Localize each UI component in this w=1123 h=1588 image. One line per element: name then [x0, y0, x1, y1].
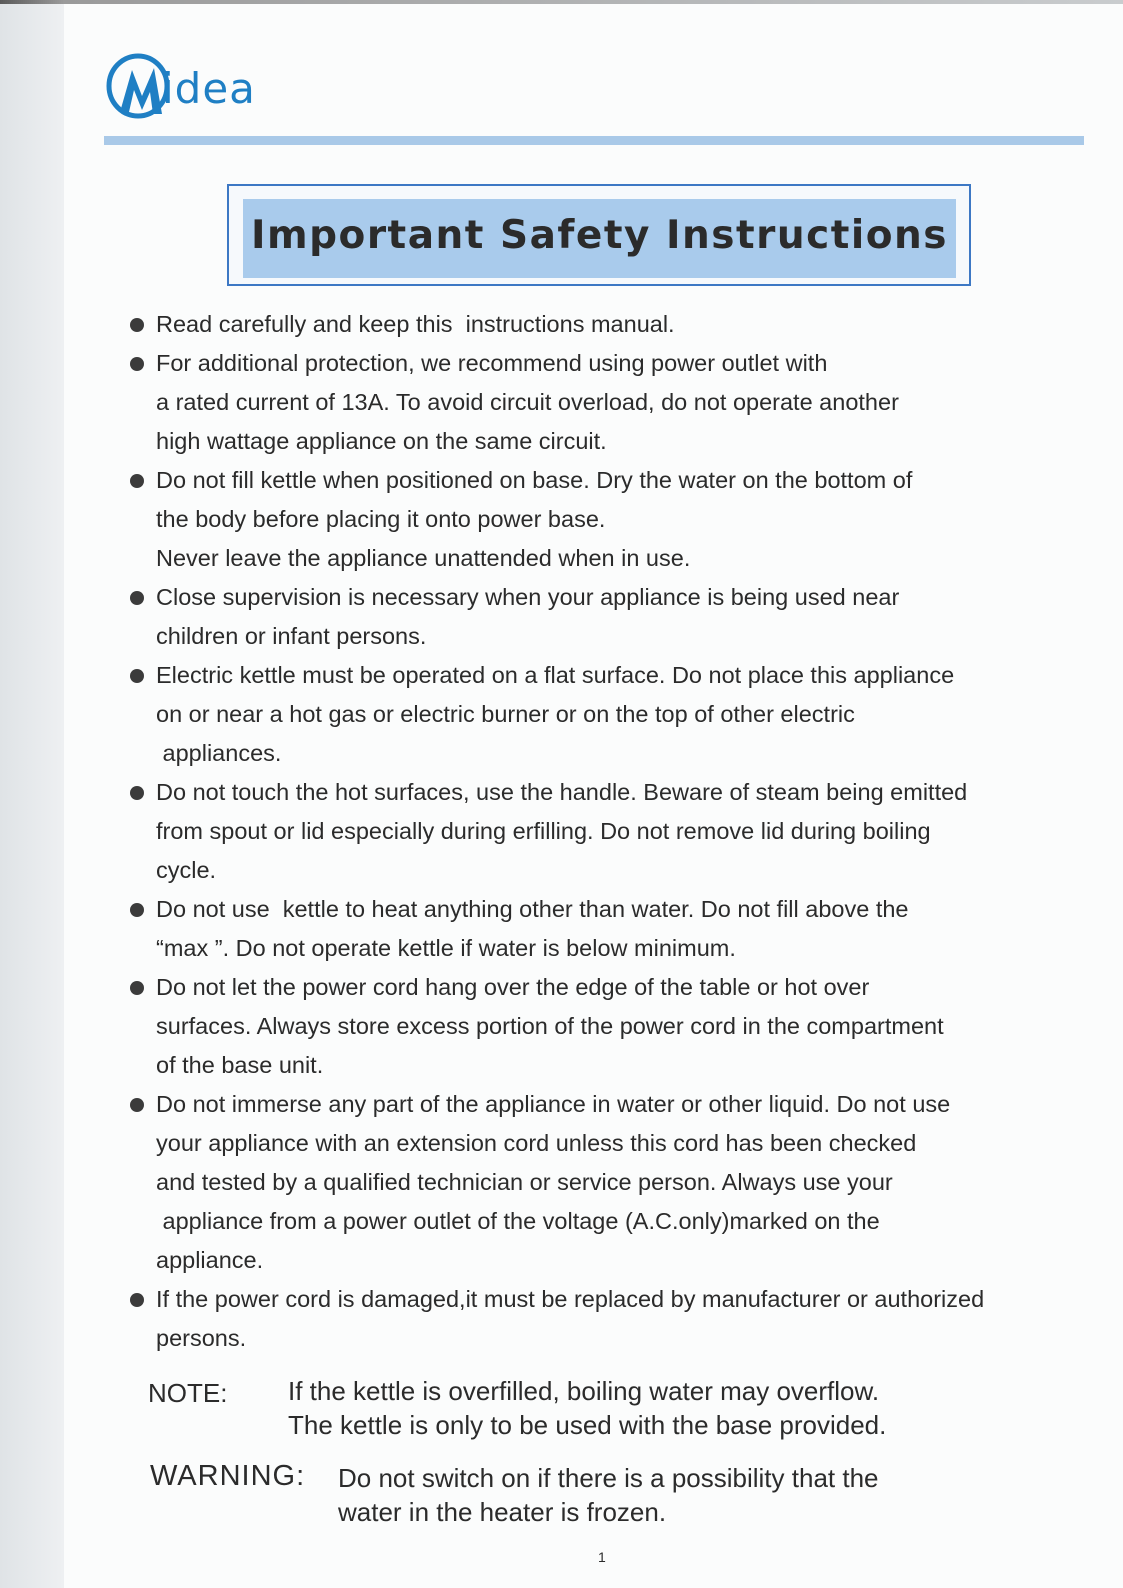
instruction-line: children or infant persons.: [156, 623, 427, 649]
instruction-item: [128, 656, 1078, 773]
note-text: [288, 1374, 886, 1442]
instruction-line: and tested by a qualified technician or service person. Always use your: [156, 1169, 893, 1195]
bullet-icon: [130, 903, 144, 917]
instruction-item: [128, 305, 1078, 344]
bullet-icon: [130, 1293, 144, 1307]
page-number: 1: [598, 1549, 606, 1565]
bullet-icon: [130, 357, 144, 371]
instruction-line: Never leave the appliance unattended when in use.: [156, 545, 691, 571]
note-line: The kettle is only to be used with the base provided.: [288, 1410, 887, 1440]
bullet-icon: [130, 318, 144, 332]
instruction-line: appliance from a power outlet of the voltage (A.C.only)marked on the: [156, 1208, 880, 1234]
bullet-icon: [130, 981, 144, 995]
instruction-item: [128, 344, 1078, 461]
instruction-line: appliances.: [156, 740, 282, 766]
instruction-line: Read carefully and keep this instructions manual.: [156, 311, 675, 337]
instruction-item: [128, 890, 1078, 968]
instruction-line: Do not use kettle to heat anything other than water. Do not fill above the: [156, 896, 909, 922]
instruction-line: “max ”. Do not operate kettle if water is below minimum.: [156, 935, 736, 961]
instruction-line: the body before placing it onto power base.: [156, 506, 606, 532]
scan-margin: [0, 0, 64, 1588]
instruction-line: of the base unit.: [156, 1052, 324, 1078]
instruction-item: [128, 1085, 1078, 1280]
instruction-line: For additional protection, we recommend using power outlet with: [156, 350, 828, 376]
note-line: If the kettle is overfilled, boiling water may overflow.: [288, 1376, 880, 1406]
instruction-line: Do not immerse any part of the appliance in water or other liquid. Do not use: [156, 1091, 951, 1117]
instruction-line: Do not let the power cord hang over the edge of the table or hot over: [156, 974, 870, 1000]
instruction-line: cycle.: [156, 857, 217, 883]
warning-line: water in the heater is frozen.: [338, 1497, 667, 1527]
note-label: NOTE:: [148, 1378, 228, 1408]
instruction-line: Do not touch the hot surfaces, use the handle. Beware of steam being emitted: [156, 779, 968, 805]
instruction-item: [128, 578, 1078, 656]
bullet-icon: [130, 786, 144, 800]
title-box: [243, 199, 956, 278]
page-title: Important Safety Instructions: [250, 213, 949, 258]
instruction-line: on or near a hot gas or electric burner or on the top of other electric: [156, 701, 855, 727]
header-rule: [104, 136, 1084, 145]
bullet-icon: [130, 1098, 144, 1112]
instruction-line: a rated current of 13A. To avoid circuit overload, do not operate another: [156, 389, 899, 415]
instruction-line: surfaces. Always store excess portion of the power cord in the compartment: [156, 1013, 944, 1039]
safety-instruction-list: [128, 305, 1078, 1358]
instruction-line: appliance.: [156, 1247, 264, 1273]
bullet-icon: [130, 669, 144, 683]
instruction-line: persons.: [156, 1325, 247, 1351]
brand-wordmark: idea: [162, 64, 256, 113]
instruction-line: If the power cord is damaged,it must be replaced by manufacturer or authorized: [156, 1286, 985, 1312]
warning-line: Do not switch on if there is a possibility that the: [338, 1463, 879, 1493]
instruction-line: from spout or lid especially during erfilling. Do not remove lid during boiling: [156, 818, 931, 844]
instruction-line: Electric kettle must be operated on a flat surface. Do not place this appliance: [156, 662, 955, 688]
instruction-line: high wattage appliance on the same circuit.: [156, 428, 607, 454]
instruction-line: Close supervision is necessary when your appliance is being used near: [156, 584, 900, 610]
instruction-item: [128, 1280, 1078, 1358]
instruction-item: [128, 773, 1078, 890]
warning-label: WARNING:: [150, 1460, 306, 1492]
instruction-line: your appliance with an extension cord unless this cord has been checked: [156, 1130, 917, 1156]
instruction-item: [128, 968, 1078, 1085]
instruction-line: Do not fill kettle when positioned on base. Dry the water on the bottom of: [156, 467, 913, 493]
warning-text: [338, 1461, 879, 1529]
brand-logo: [104, 44, 304, 124]
bullet-icon: [130, 591, 144, 605]
instruction-item: [128, 461, 1078, 578]
bullet-icon: [130, 474, 144, 488]
